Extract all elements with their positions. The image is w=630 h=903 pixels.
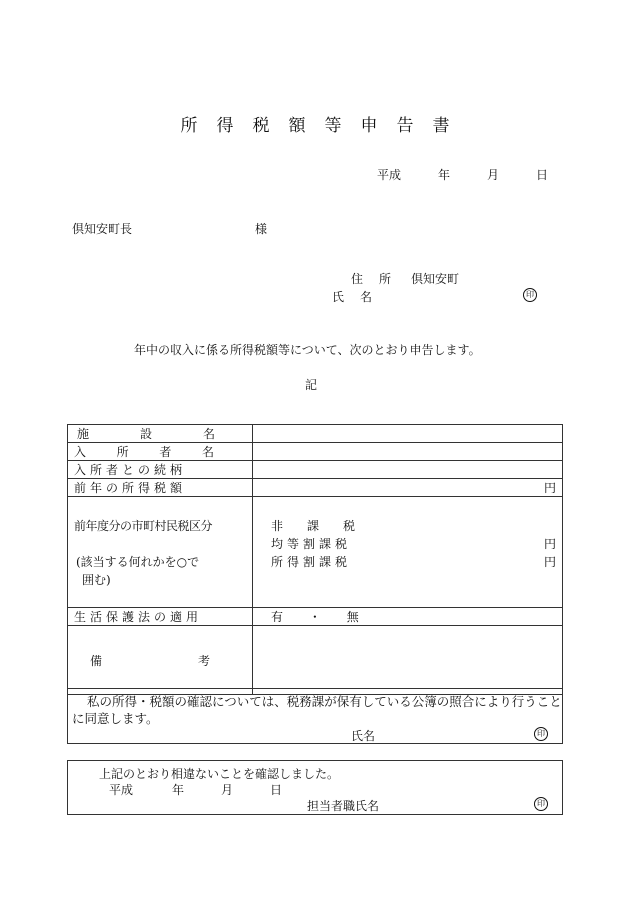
table-row xyxy=(68,608,563,626)
consent-text-2: に同意します。 xyxy=(72,711,159,726)
page-title: 所得税額等申告書 xyxy=(180,116,469,136)
addressee-name: 倶知安町長 xyxy=(72,222,133,236)
date-day: 日 xyxy=(536,168,549,182)
option-income-levy[interactable]: 所得割課税 円 xyxy=(271,555,556,569)
relation-field[interactable] xyxy=(253,461,563,479)
welfare-label: 生活保護法の適用 xyxy=(68,608,253,626)
ki-mark: 記 xyxy=(305,378,318,392)
remarks-field[interactable] xyxy=(253,626,563,695)
table-row xyxy=(68,461,563,479)
facility-name-label: 施 設 名 xyxy=(68,425,253,443)
table-row xyxy=(68,479,563,497)
seal-mark: 印 xyxy=(523,288,537,302)
seal-mark: 印 xyxy=(534,797,548,811)
date-era: 平成 xyxy=(377,168,402,182)
address-value: 倶知安町 xyxy=(411,272,460,286)
welfare-no[interactable]: 無 xyxy=(346,610,359,624)
confirm-day: 日 xyxy=(270,783,283,797)
table-row xyxy=(68,443,563,461)
confirm-year: 年 xyxy=(172,783,185,797)
application-table xyxy=(67,424,563,695)
staff-name-label: 担当者職氏名 xyxy=(307,799,380,813)
resident-name-field[interactable] xyxy=(253,443,563,461)
consent-name-label: 氏名 xyxy=(351,729,376,743)
yen-unit: 円 xyxy=(543,481,556,495)
confirm-month: 月 xyxy=(221,783,234,797)
statement-text: 年中の収入に係る所得税額等について、次のとおり申告します。 xyxy=(134,343,481,357)
confirm-era: 平成 xyxy=(109,783,134,797)
consent-box xyxy=(67,688,563,744)
date-year: 年 xyxy=(438,168,451,182)
option-nontaxable[interactable]: 非 課 税 xyxy=(271,519,355,533)
name-label: 氏名 xyxy=(332,290,389,304)
welfare-yes[interactable]: 有 xyxy=(271,610,284,624)
facility-name-field[interactable] xyxy=(253,425,563,443)
confirmation-box xyxy=(67,760,563,815)
seal-mark: 印 xyxy=(534,727,548,741)
confirm-text: 上記のとおり相違ないことを確認しました。 xyxy=(99,767,340,781)
tax-class-label: 前年度分の市町村民税区分 (該当する何れかを○で 囲む) xyxy=(68,497,253,608)
remarks-label: 備 考 xyxy=(68,626,253,695)
address-label: 住所 xyxy=(351,272,408,286)
prev-tax-field[interactable] xyxy=(253,479,563,497)
table-row xyxy=(68,425,563,443)
option-equal-levy[interactable]: 均等割課税 円 xyxy=(271,537,556,551)
relation-label: 入所者との続柄 xyxy=(68,461,253,479)
consent-text-1: 私の所得・税額の確認については、税務課が保有している公簿の照合により行うこと xyxy=(87,694,562,709)
date-month: 月 xyxy=(487,168,500,182)
tax-class-options xyxy=(253,497,563,608)
addressee-honorific: 様 xyxy=(255,222,268,236)
welfare-dot: ・ xyxy=(308,610,321,624)
welfare-options xyxy=(253,608,563,626)
resident-name-label: 入 所 者 名 xyxy=(68,443,253,461)
table-row xyxy=(68,626,563,695)
table-row xyxy=(68,497,563,608)
prev-tax-label: 前年の所得税額 xyxy=(68,479,253,497)
